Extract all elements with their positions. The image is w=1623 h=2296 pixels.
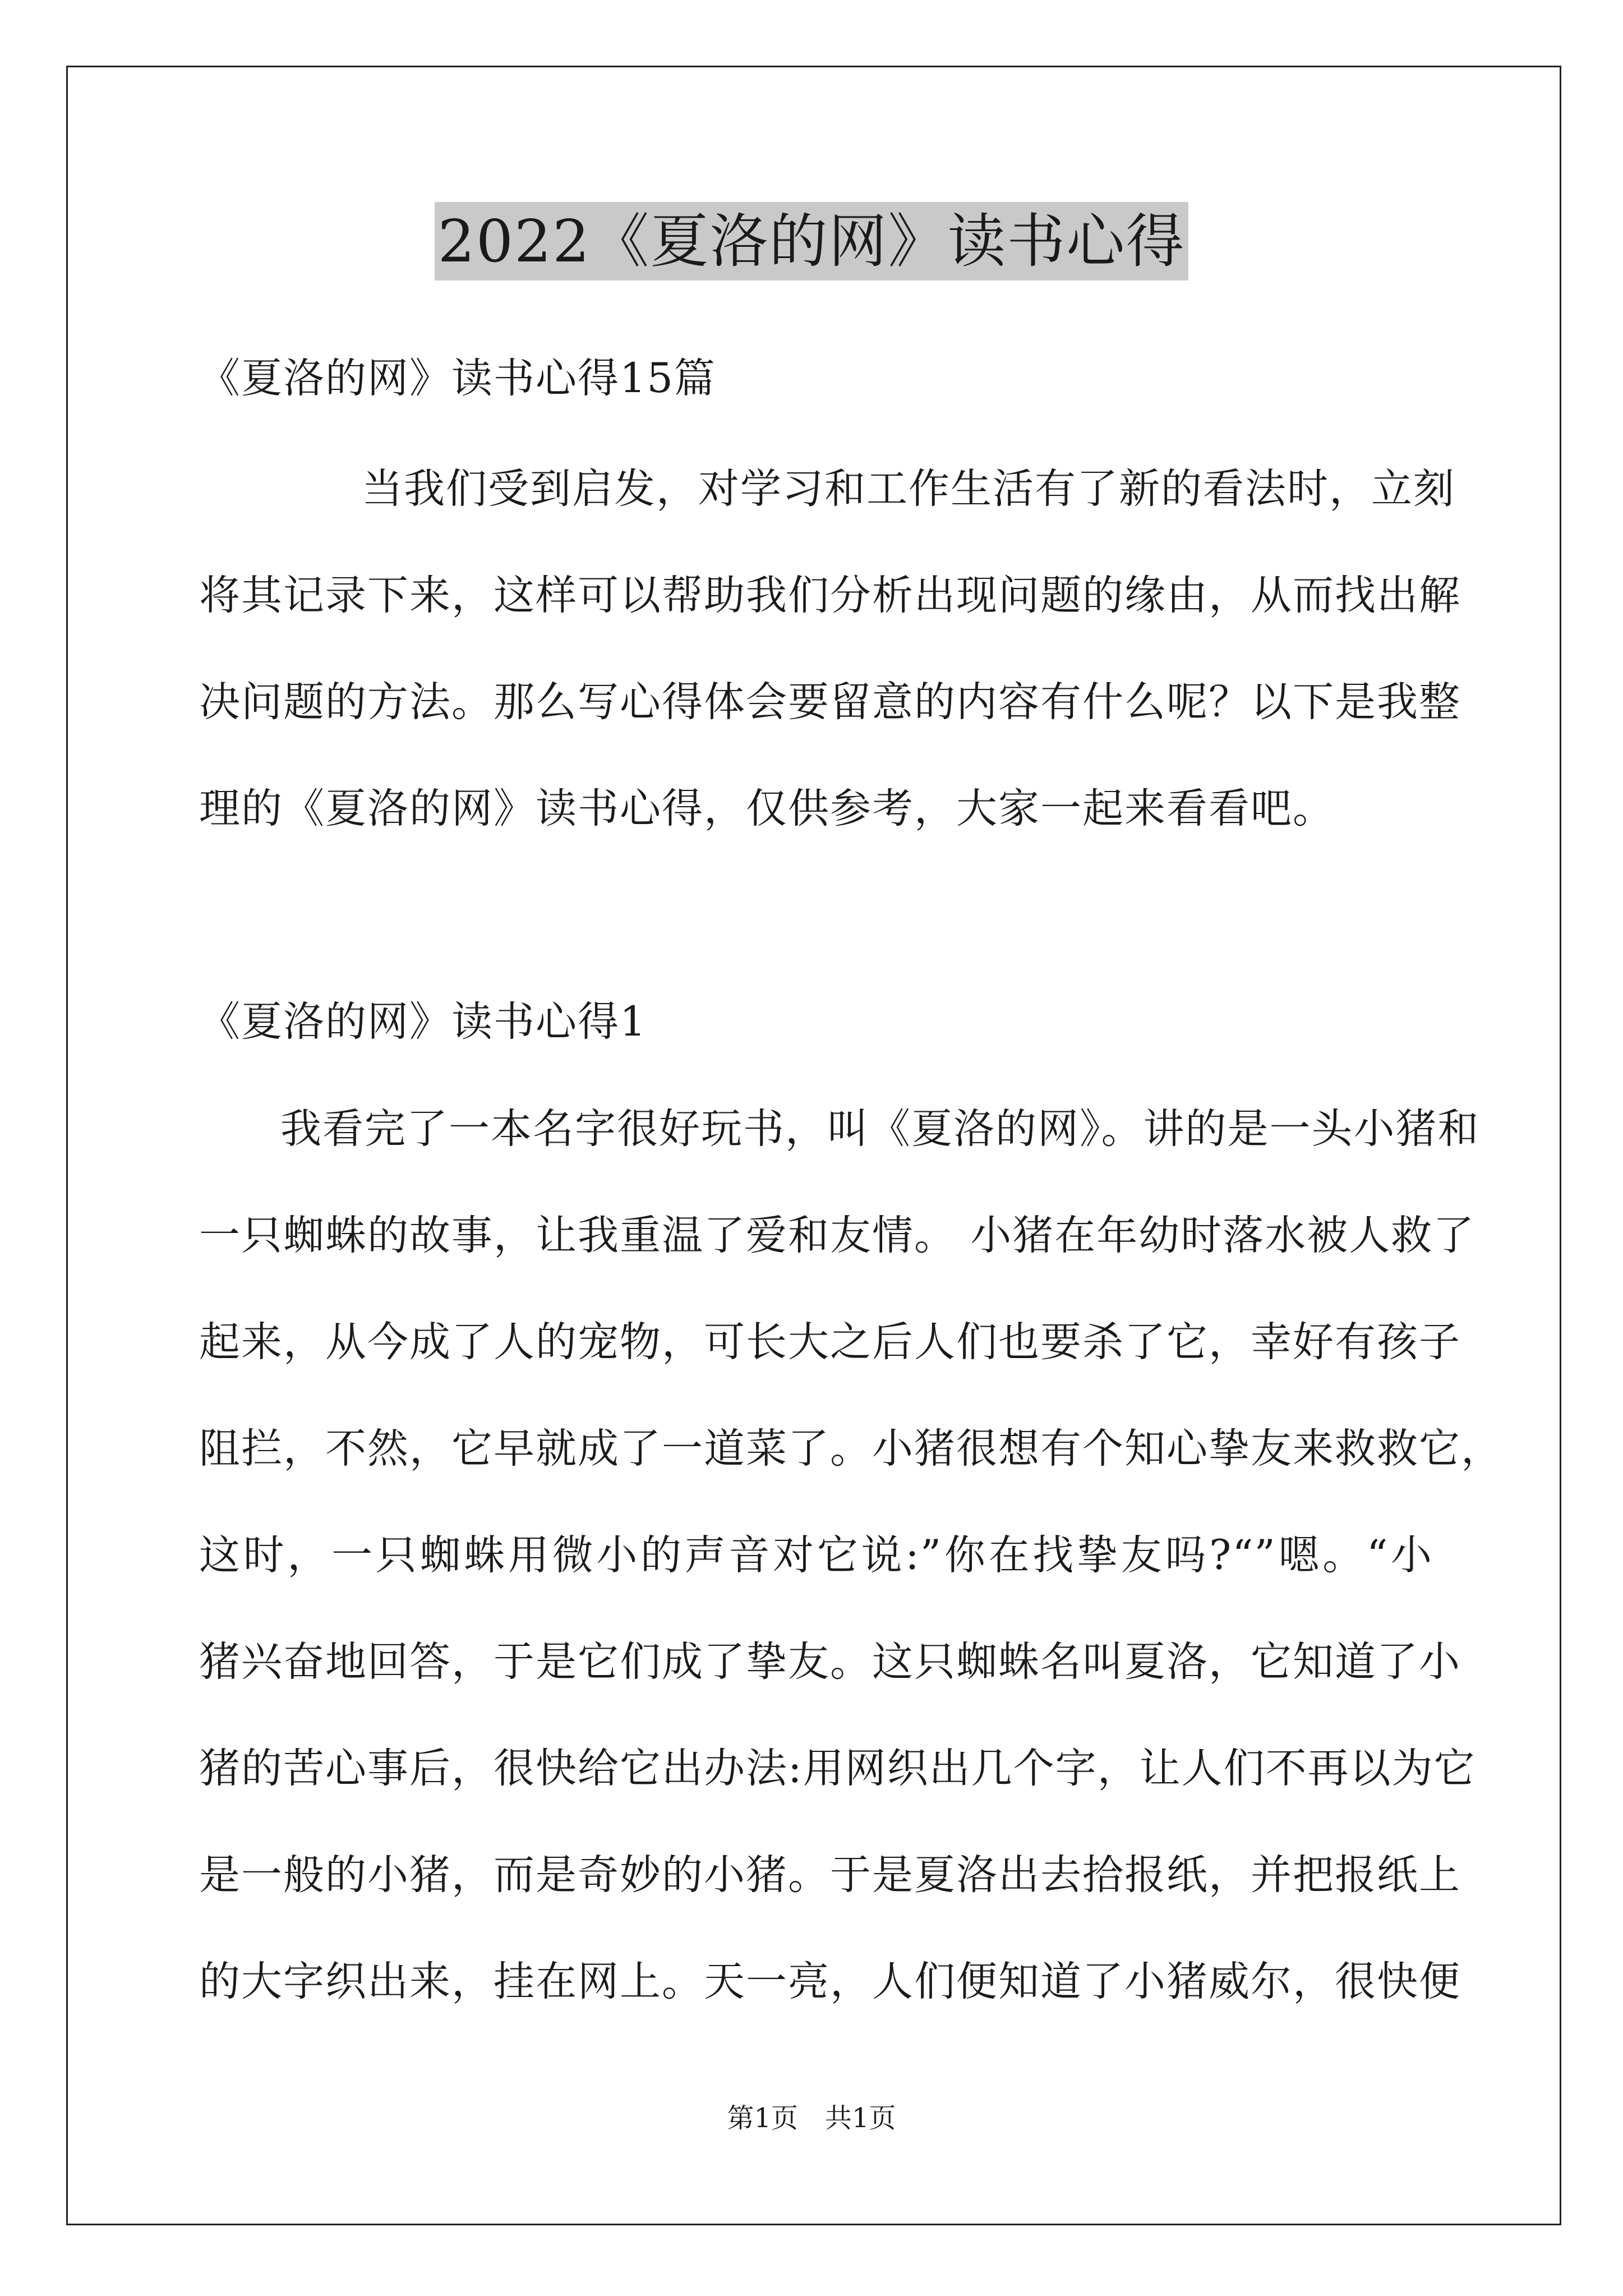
title-container xyxy=(0,202,1623,280)
body-line-8: 是一般的小猪，而是奇妙的小猪。于是夏洛出去拾报纸，并把报纸上 xyxy=(199,1851,1461,1899)
body-line-6: 猪兴奋地回答，于是它们成了挚友。这只蜘蛛名叫夏洛，它知道了小 xyxy=(199,1638,1461,1686)
body-line-2: 一只蜘蛛的故事，让我重温了爱和友情。 小猪在年幼时落水被人救了 xyxy=(199,1212,1476,1259)
section-heading: 《夏洛的网》读书心得1 xyxy=(199,998,647,1046)
intro-line-1: 当我们受到启发，对学习和工作生活有了新的看法时，立刻 xyxy=(362,465,1455,513)
body-line-3: 起来，从今成了人的宠物，可长大之后人们也要杀了它，幸好有孩子 xyxy=(199,1318,1461,1366)
page-footer: 第1页 共1页 xyxy=(727,2102,896,2134)
body-line-1: 我看完了一本名字很好玩书，叫《夏洛的网》。讲的是一头小猪和 xyxy=(280,1105,1480,1153)
body-line-7: 猪的苦心事后，很快给它出办法:用网织出几个字，让人们不再以为它 xyxy=(199,1745,1476,1792)
body-line-9: 的大字织出来，挂在网上。天一亮，人们便知道了小猪威尔，很快便 xyxy=(199,1958,1461,2005)
intro-line-3: 决问题的方法。那么写心得体会要留意的内容有什么呢？以下是我整 xyxy=(199,678,1461,726)
body-line-5: 这时，一只蜘蛛用微小的声音对它说:”你在找挚友吗?“”嗯。“小 xyxy=(199,1531,1433,1579)
document-title: 2022《夏洛的网》读书心得 xyxy=(435,202,1189,280)
intro-line-4: 理的《夏洛的网》读书心得，仅供参考，大家一起来看看吧。 xyxy=(199,785,1335,832)
document-subtitle: 《夏洛的网》读书心得15篇 xyxy=(199,355,716,402)
body-line-4: 阻拦，不然，它早就成了一道菜了。小猪很想有个知心挚友来救救它， xyxy=(199,1425,1503,1473)
intro-line-2: 将其记录下来，这样可以帮助我们分析出现问题的缘由，从而找出解 xyxy=(199,572,1461,619)
